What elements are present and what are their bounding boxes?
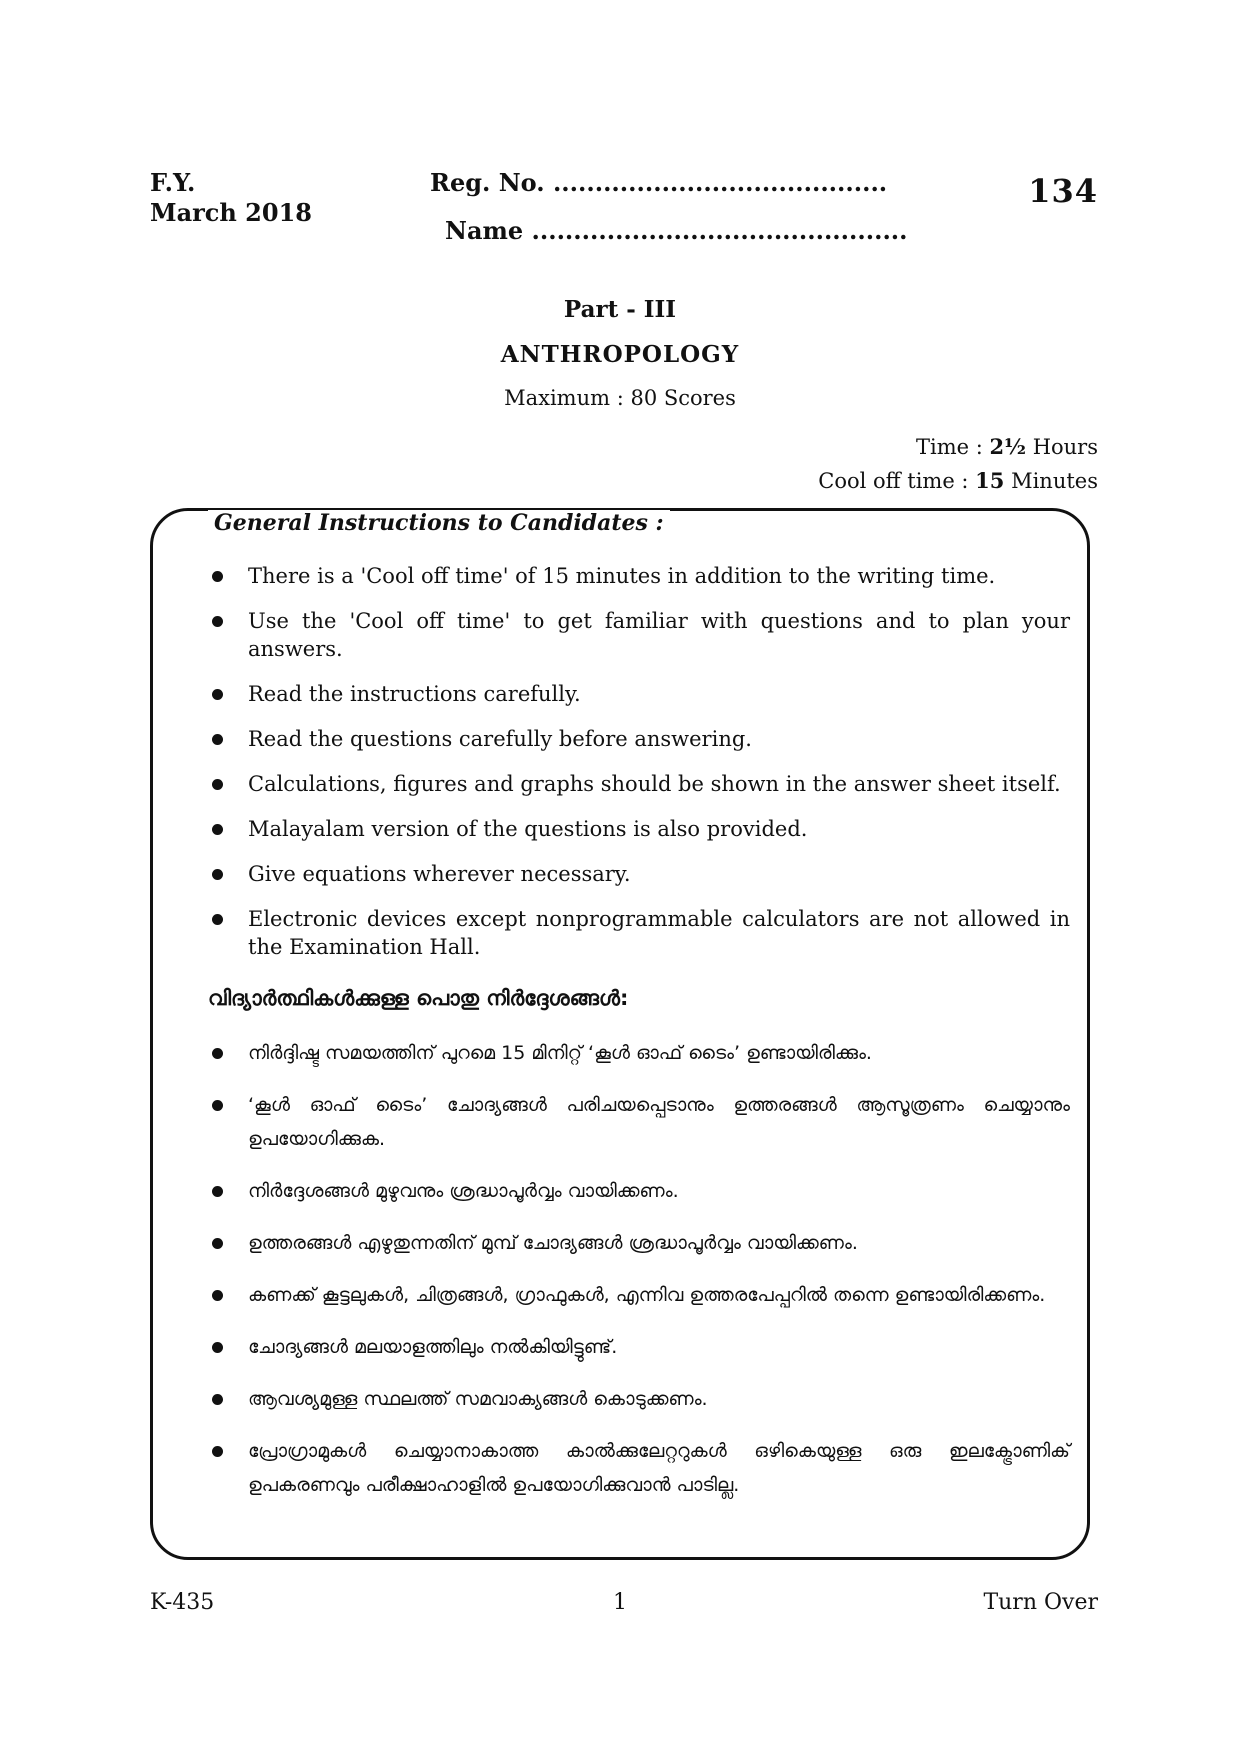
booklet-code: K-435 [150, 1590, 215, 1615]
instruction-item: Read the instructions carefully. [208, 680, 1070, 708]
paper-code: 134 [1028, 172, 1098, 210]
instruction-item: Use the 'Cool off time' to get familiar with questions and to plan your answers. [208, 607, 1070, 663]
english-instructions [208, 562, 1070, 978]
turn-over-label: Turn Over [983, 1590, 1098, 1615]
instruction-item-ml: പ്രോഗ്രാമുകൾ ചെയ്യാനാകാത്ത കാൽക്കുലേറ്ററുകൾ ഒഴികെയുള്ള ഒരു ഇലക്ട്രോണിക് ഉപകരണവും പരീക്ഷാഹാളിൽ ഉപയോഗിക്കുവാൻ പാടില്ല. [208, 1434, 1070, 1502]
instruction-item-ml: നിർദ്ദിഷ്ട സമയത്തിന് പുറമെ 15 മിനിറ്റ് ‘കൂൾ ഓഫ് ടൈം’ ഉണ്ടായിരിക്കും. [208, 1036, 1070, 1070]
subject-title: ANTHROPOLOGY [500, 341, 740, 368]
exam-month: March 2018 [150, 198, 312, 227]
time-label: Time : [916, 435, 990, 459]
cool-off-value: 15 [975, 468, 1005, 493]
cool-off-label: Cool off time : [818, 469, 976, 493]
reg-no-field: Reg. No. ........................................ [430, 168, 888, 197]
malayalam-instructions [208, 1036, 1070, 1520]
year-label: F.Y. [150, 168, 196, 197]
name-field: Name ............................................. [445, 216, 908, 245]
instruction-item-ml: ‘കൂൾ ഓഫ് ടൈം’ ചോദ്യങ്ങൾ പരിചയപ്പെടാനും ഉത്തരങ്ങൾ ആസൂത്രണം ചെയ്യാനും ഉപയോഗിക്കുക. [208, 1088, 1070, 1156]
time-line [818, 430, 1098, 464]
time-info [818, 430, 1098, 498]
instructions-title: General Instructions to Candidates : [208, 510, 670, 536]
instruction-item: Read the questions carefully before answering. [208, 725, 1070, 753]
instruction-item-ml: ഉത്തരങ്ങൾ എഴുതുന്നതിന് മുമ്പ് ചോദ്യങ്ങൾ ശ്രദ്ധാപൂർവ്വം വായിക്കണം. [208, 1226, 1070, 1260]
instruction-item: Electronic devices except nonprogrammable calculators are not allowed in the Examination Hall. [208, 905, 1070, 961]
time-unit: Hours [1026, 435, 1098, 459]
cool-off-unit: Minutes [1004, 469, 1098, 493]
cool-off-line [818, 464, 1098, 498]
malayalam-instructions-title: വിദ്യാർത്ഥികൾക്കുള്ള പൊതു നിർദ്ദേശങ്ങൾ: [208, 986, 629, 1010]
max-scores: Maximum : 80 Scores [504, 386, 736, 410]
instruction-item-ml: ചോദ്യങ്ങൾ മലയാളത്തിലും നൽകിയിട്ടുണ്ട്. [208, 1330, 1070, 1364]
time-value: 2½ [989, 434, 1027, 459]
instruction-item-ml: കണക്ക് കൂട്ടലുകൾ, ചിത്രങ്ങൾ, ഗ്രാഫുകൾ, എന്നിവ ഉത്തരപേപ്പറിൽ തന്നെ ഉണ്ടായിരിക്കണം. [208, 1278, 1070, 1312]
instruction-item: Malayalam version of the questions is also provided. [208, 815, 1070, 843]
instruction-item: Give equations wherever necessary. [208, 860, 1070, 888]
instruction-item: Calculations, figures and graphs should be shown in the answer sheet itself. [208, 770, 1070, 798]
part-label: Part - III [563, 296, 677, 323]
instruction-item-ml: നിർദ്ദേശങ്ങൾ മുഴുവനും ശ്രദ്ധാപൂർവ്വം വായിക്കണം. [208, 1174, 1070, 1208]
instruction-item-ml: ആവശ്യമുള്ള സ്ഥലത്ത് സമവാക്യങ്ങൾ കൊടുക്കണം. [208, 1382, 1070, 1416]
page-number: 1 [613, 1590, 627, 1615]
instruction-item: There is a 'Cool off time' of 15 minutes in addition to the writing time. [208, 562, 1070, 590]
